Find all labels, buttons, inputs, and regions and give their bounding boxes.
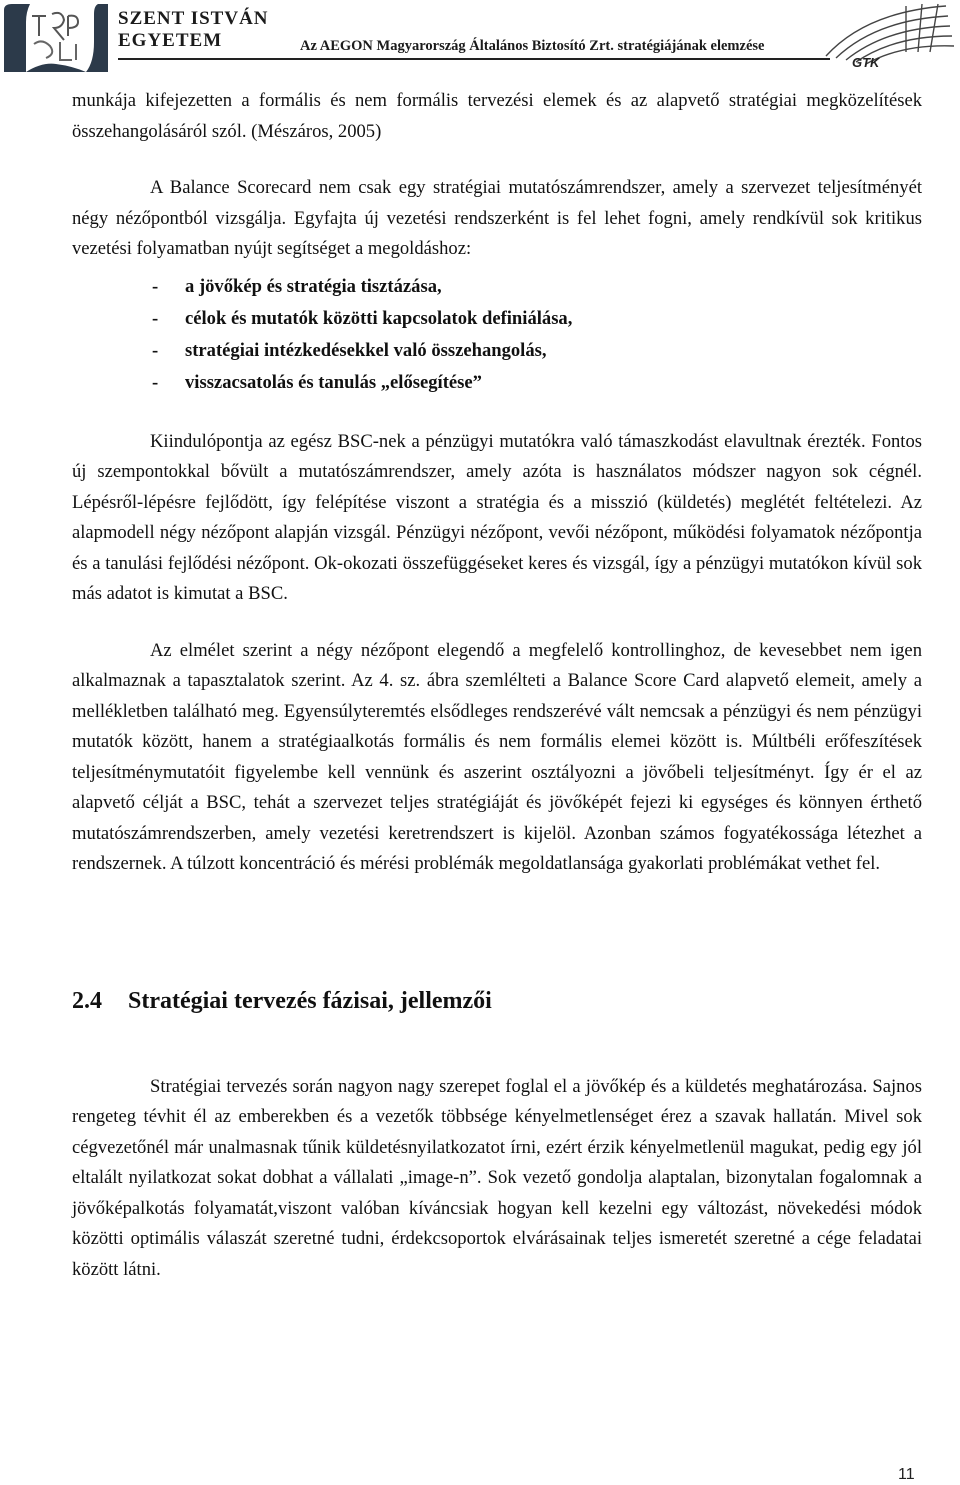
university-name-line2: EGYETEM: [118, 30, 223, 51]
university-crest-logo: [2, 2, 110, 74]
paragraph-continued: munkája kifejezetten a formális és nem formális tervezési elemek és az alapvető stratégiai megközelítések összehangolásáról szól. (Mészáros, 2005): [72, 90, 922, 142]
document-subtitle: Az AEGON Magyarország Általános Biztosító Zrt. stratégiájának elemzése: [300, 38, 765, 54]
list-item: - a jövőkép és stratégia tisztázása,: [152, 275, 442, 297]
paragraph-bsc-origin: Kiindulópontja az egész BSC-nek a pénzügyi mutatókra való támaszkodást elavultnak érezték. Fontos új szempontokkal bővült a mutatószámrendszer, amely azóta is használatos módszer nagyon sok cégnél. Lépésről-lépésre fejlődött, így felépítése viszont a stratégia és a misszió (küldetés) meglétét feltételezi. Az alapmodell négy nézőpont alapján vizsgál. Pénzügyi nézőpont, vevői nézőpont, működési folyamatok nézőpontja és a tanulási fejlődési nézőpont. Ok-okozati összefüggéseket keres és vizsgál, így a pénzügyi mutatókon kívül sok más adatot is kimutat a BSC.: [72, 430, 922, 604]
university-name: [118, 8, 269, 52]
list-item: - stratégiai intézkedésekkel való összehangolás,: [152, 339, 547, 361]
gtk-faculty-logo: [806, 2, 956, 80]
header-rule: [118, 58, 830, 60]
bsc-bullet-list: [72, 271, 922, 399]
list-item: - célok és mutatók közötti kapcsolatok definiálása,: [152, 307, 573, 329]
page-header: [0, 0, 960, 80]
gtk-logo-text: GTK: [852, 55, 880, 70]
paragraph-bsc-theory: Az elmélet szerint a négy nézőpont elegendő a megfelelő kontrollinghoz, de kevesebbet nem igen alkalmaznak a tapasztalatok szerint. Az 4. sz. ábra szemlélteti a Balance Score Card alapvető elemeit, amely a mellékletben található meg. Egyensúlyteremtés elsődleges rendszerévé vált nemcsak a pénzügyi és nem pénzügyi mutatók között, hanem a stratégiaalkotás formális és nem formális elemei között is. Múltbéli erőfeszítések teljesítménymutatóit figyelembe kell vennünk és aszerint osztályozni a jövőbeli teljesítményt. Így ér el az alapvető célját a BSC, tehát a szervezet teljes stratégiáját és jövőképét fejezi ki egységes és könnyen érthető mutatószámrendszerben, amely vezetési keretrendszert is kijelöl. Azonban számos fogyatékossága létezhet a rendszernek. A túlzott koncentráció és mérési problémák megoldatlansága gyakorlati problémákat vethet fel.: [72, 639, 922, 874]
paragraph-bsc-intro: A Balance Scorecard nem csak egy stratégiai mutatószámrendszer, amely a szervezet teljesítményét négy nézőpontból vizsgálja. Egyfajta új vezetési rendszerként is fel lehet fogni, amely rendkívül sok kritikus vezetési folyamatban nyújt segítséget a megoldáshoz:: [72, 177, 922, 259]
section-number: 2.4: [72, 987, 102, 1014]
paragraph-strategic-planning: Stratégiai tervezés során nagyon nagy szerepet foglal el a jövőkép és a küldetés meghatározása. Sajnos rengeteg tévhit él az emberekben és a vezetők többsége kényelmetlenséget érez a szavak hallatán. Mivel sok cégvezetőnél már unalmasnak tűnik küldetésnyilatkozatot írni, ezért érzik kényelmetlenül magukat, pedig egy jól eltalált nyilatkozat sokat dobhat a vállalati „image-n”. Sok vezető gondolja alaptalan, bizonytalan fogalomnak a jövőképalkotás folyamatát,viszont valóban kíváncsiak hogyan kell kezelni egy változást, növekedési módok közötti optimális válaszát szeretné tudni, érdekcsoportok elvárásainak teljes ismeretét szeretné a cége feladatai között látni.: [72, 1075, 922, 1280]
university-name-line1: SZENT ISTVÁN: [118, 8, 269, 29]
section-heading: [72, 986, 922, 1016]
list-item: - visszacsatolás és tanulás „elősegítése”: [152, 371, 482, 393]
page-content: [72, 86, 922, 1285]
page-number: 11: [898, 1466, 915, 1483]
section-title: Stratégiai tervezés fázisai, jellemzői: [128, 987, 492, 1014]
